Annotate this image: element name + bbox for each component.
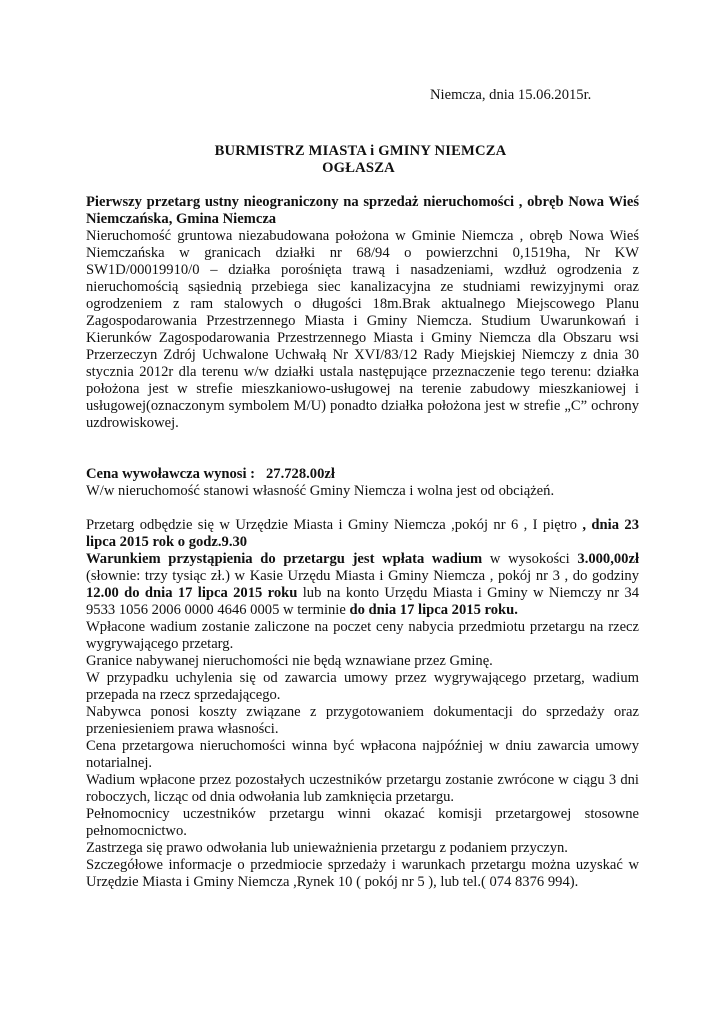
auction-place: Przetarg odbędzie się w Urzędzie Miasta i Gminy Niemcza ,pokój nr 6 , I piętro , dnia 23 lipca 2015 rok o godz.9.30 [86, 517, 639, 550]
condition-item: Granice nabywanej nieruchomości nie będą wznawiane przez Gminę. [86, 653, 493, 669]
price-label: Cena wywoławcza wynosi : [86, 466, 256, 482]
condition-item: Zastrzega się prawo odwołania lub unieważnienia przetargu z podaniem przyczyn. [86, 840, 568, 856]
price-value: 27.728.00zł [266, 466, 335, 482]
spacer [86, 432, 639, 466]
condition-item: Nabywca ponosi koszty związane z przygotowaniem dokumentacji do sprzedaży oraz przeniesieniem prawa własności. [86, 704, 639, 737]
spacer [86, 500, 639, 517]
condition-item: Wadium wpłacone przez pozostałych uczestników przetargu zostanie zwrócone w ciągu 3 dni roboczych, licząc od dnia odwołania lub zamknięcia przetargu. [86, 772, 639, 805]
condition-item: W przypadku uchylenia się od zawarcia umowy przez wygrywającego przetarg, wadium przepada na rzecz sprzedającego. [86, 670, 639, 703]
condition-item: Szczegółowe informacje o przedmiocie sprzedaży i warunkach przetargu można uzyskać w Urzędzie Miasta i Gminy Niemcza ,Rynek 10 ( pokój nr 5 ), lub tel.( 074 8376 994). [86, 857, 639, 890]
condition-item: Cena przetargowa nieruchomości winna być wpłacona najpóźniej w dniu zawarcia umowy notarialnej. [86, 738, 639, 771]
price-line [86, 466, 639, 483]
date-line: Niemcza, dnia 15.06.2015r. [430, 87, 592, 103]
auction-title: Pierwszy przetarg ustny nieograniczony na sprzedaż nieruchomości , obręb Nowa Wieś Niemczańska, Gmina Niemcza [86, 194, 639, 227]
property-description: Nieruchomość gruntowa niezabudowana położona w Gminie Niemcza , obręb Nowa Wieś Niemczańska w granicach działki nr 68/94 o powierzchni 0,1519ha, Nr KW SW1D/00019910/0 – działka porośnięta trawą i nasadzeniami, wzdłuż ogrodzenia z nieruchomością sąsiednią przebiega siec kanalizacyjna ze studniami rewizyjnymi oraz ogrodzeniem z ram stalowych o długości 18m.Brak aktualnego Miejscowego Planu Zagospodarowania Przestrzennego Miasta i Gminy Niemcza. Studium Uwarunkowań i Kierunków Zagospodarowania Przestrzennego Miasta i Gminy Niemcza dla Obszaru wsi Przerzeczyn Zdrój Uchwalone Uchwałą Nr XVI/83/12 Rady Miejskiej Niemczy z dnia 30 stycznia 2012r dla terenu w/w działki ustala następujące przeznaczenie tego terenu: działka położona jest w strefie mieszkaniowo-usługowej na terenie zabudowy mieszkaniowej i usługowej(oznaczonym symbolem M/U) ponadto działka położona jest w strefie „C” ochrony uzdrowiskowej. [86, 228, 639, 431]
condition-item: Pełnomocnicy uczestników przetargu winni okazać komisji przetargowej stosowne pełnomocnictwo. [86, 806, 639, 839]
announcement-body [86, 194, 639, 891]
ownership-line: W/w nieruchomość stanowi własność Gminy Niemcza i wolna jest od obciążeń. [86, 483, 555, 499]
announcement-heading [0, 143, 725, 177]
heading-announces: OGŁASZA [322, 160, 395, 176]
heading-authority: BURMISTRZ MIASTA i GMINY NIEMCZA [214, 143, 507, 159]
condition-item: Wpłacone wadium zostanie zaliczone na poczet ceny nabycia przedmiotu przetargu na rzecz wygrywającego przetarg. [86, 619, 639, 652]
wadium-paragraph: Warunkiem przystąpienia do przetargu jest wpłata wadium w wysokości 3.000,00zł (słownie: trzy tysiąc zł.) w Kasie Urzędu Miasta i Gminy Niemcza , pokój nr 3 , do godziny 12.00 do dnia 17 lipca 2015 roku lub na konto Urzędu Miasta i Gminy w Niemczy nr 34 9533 1056 2006 0000 4646 0005 w terminie do dnia 17 lipca 2015 roku. [86, 551, 640, 618]
